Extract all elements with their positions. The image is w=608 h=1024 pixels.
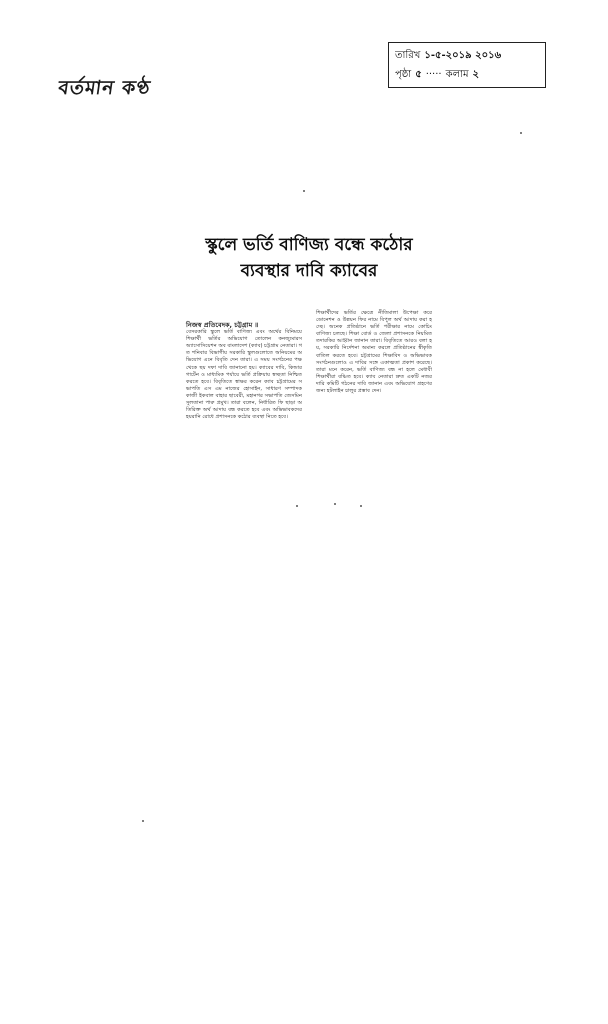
stamp-date-row [395,46,539,65]
stamp-date-value: ১-৫-২০১৯ ২০১৬ [424,50,502,61]
stamp-page-row [395,65,539,84]
scan-speck [296,505,298,507]
article-headline [186,232,432,284]
article-column-left [186,316,302,421]
scan-speck [303,190,305,192]
stamp-column-label: কলাম [445,69,469,80]
headline-line-1: স্কুলে ভর্তি বাণিজ্য বন্ধে কঠোর [205,235,413,255]
stamp-separator: ····· [425,69,442,80]
article-body-left: বেসরকারি স্কুলে ভর্তি বাণিজ্য এবং অর্থের বিনিময়ে শিক্ষার্থী ভর্তির অভিযোগ তোলেন কনজ্যুমারস অ্যাসোসিয়েশন অব বাংলাদেশ (ক্যাব) চট্টগ্রাম নেতারা। গত শনিবার বিভাগীয় সরকারি স্কুলগুলোতে অনিয়মের অভিযোগ এনে বিবৃতি দেন তারা। এ সময় সংগঠনের পক্ষ থেকে ছয় দফা দাবি জানানো হয়। ক্যাবের দাবি, কিন্ডারগার্টেন ও মাধ্যমিক পর্যায়ে ভর্তি প্রক্রিয়ায় স্বচ্ছতা নিশ্চিত করতে হবে। বিবৃতিতে স্বাক্ষর করেন ক্যাব চট্টগ্রামের সভাপতি এস এম নাজের হোসাইন, সাধারণ সম্পাদক কাজী ইকবাল বাহার ছাবেরী, মহানগর সভাপতি জেসমিন সুলতানা পারু প্রমুখ। তারা বলেন, নির্ধারিত ফি ছাড়া অতিরিক্ত অর্থ আদায় বন্ধ করতে হবে এবং অভিভাবকদের হয়রানি রোধে প্রশাসনকে কঠোর ব্যবস্থা নিতে হবে। [186,329,303,421]
article-columns [186,310,432,421]
newspaper-masthead: বর্তমান কণ্ঠ [56,77,153,99]
archive-stamp [388,42,546,88]
stamp-column-value: ২ [472,69,480,80]
scan-speck [520,132,522,134]
article-column-right: শিক্ষার্থীদের ভর্তির ক্ষেত্রে নীতিমালা উপেক্ষা করে ডোনেশন ও উন্নয়ন ফির নামে বিপুল অর্থ আদায় করা হচ্ছে। অনেক প্রতিষ্ঠানে ভর্তি পরীক্ষার নামে কোচিং বাণিজ্য চলছে। শিক্ষা বোর্ড ও জেলা প্রশাসনকে নিয়মিত তদারকির আহ্বান জানান তারা। বিবৃতিতে আরও বলা হয়, সরকারি নির্দেশনা অমান্য করলে প্রতিষ্ঠানের স্বীকৃতি বাতিল করতে হবে। চট্টগ্রামের শিক্ষাবিদ ও অভিভাবক সংগঠনগুলোও এ দাবির সঙ্গে একাত্মতা প্রকাশ করেছে। তারা মনে করেন, ভর্তি বাণিজ্য বন্ধ না হলে মেধাবী শিক্ষার্থীরা বঞ্চিত হবে। ক্যাব নেতারা দ্রুত একটি নজরদারি কমিটি গঠনের দাবি জানান এবং অভিযোগ গ্রহণের জন্য হটলাইন চালুর প্রস্তাব দেন। [316,310,432,395]
scan-speck [142,820,144,822]
article-byline: নিজস্ব প্রতিবেদক, চট্টগ্রাম ॥ [186,321,259,329]
headline-line-2: ব্যবস্থার দাবি ক্যাবের [240,261,378,281]
stamp-date-label: তারিখ [395,50,421,61]
scan-speck [360,505,362,507]
stamp-page-value: ৫ [415,69,422,80]
stamp-page-label: পৃষ্ঠা [395,69,412,80]
news-clipping [186,232,432,512]
scan-speck [334,503,336,505]
